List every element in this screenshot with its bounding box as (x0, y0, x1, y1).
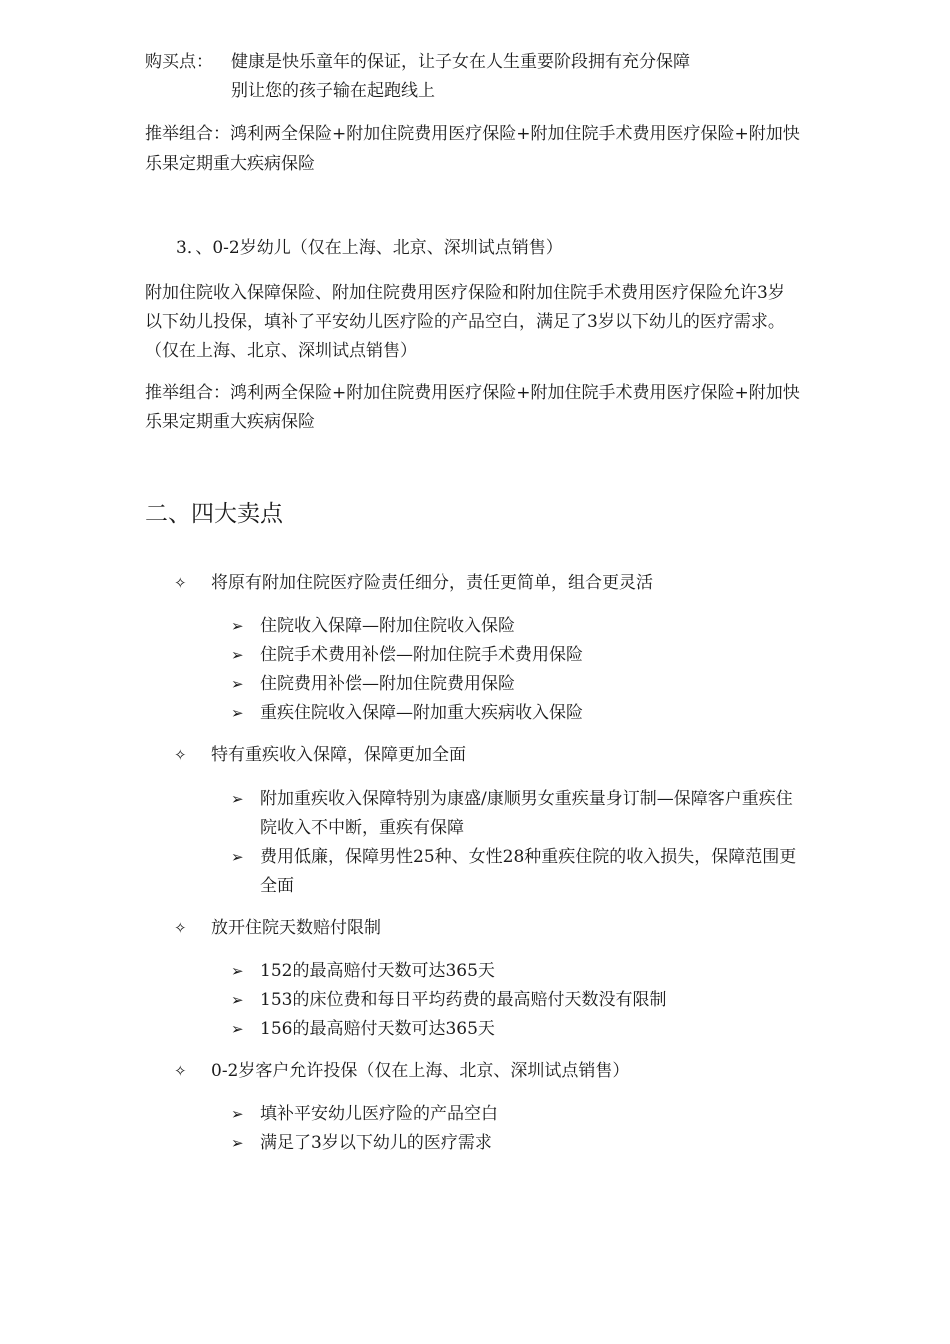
arrow-bullet-icon: ➢ (231, 617, 244, 635)
diamond-bullet-icon: ✧ (174, 919, 187, 937)
group-1-item-3: 住院费用补偿—附加住院费用保险 (260, 674, 515, 694)
arrow-bullet-icon: ➢ (231, 991, 244, 1009)
arrow-bullet-icon: ➢ (231, 1105, 244, 1123)
section-3-para-line-3: （仅在上海、北京、深圳试点销售） (145, 341, 417, 361)
group-4-item-1: 填补平安幼儿医疗险的产品空白 (260, 1104, 498, 1124)
combo-1-line-1: 推举组合：鸿利两全保险+附加住院费用医疗保险+附加住院手术费用医疗保险+附加快 (145, 124, 800, 144)
arrow-bullet-icon: ➢ (231, 704, 244, 722)
combo-2-line-1: 推举组合：鸿利两全保险+附加住院费用医疗保险+附加住院手术费用医疗保险+附加快 (145, 383, 800, 403)
group-1-item-4: 重疾住院收入保障—附加重大疾病收入保险 (260, 703, 583, 723)
group-2-title: 特有重疾收入保障，保障更加全面 (211, 745, 466, 765)
group-4-item-2: 满足了3岁以下幼儿的医疗需求 (260, 1133, 492, 1153)
purchase-point-line-2: 别让您的孩子输在起跑线上 (231, 81, 435, 101)
diamond-bullet-icon: ✧ (174, 1062, 187, 1080)
selling-points-heading: 二、四大卖点 (145, 501, 283, 527)
group-1-item-2: 住院手术费用补偿—附加住院手术费用保险 (260, 645, 583, 665)
group-2-item-1-line-2: 院收入不中断，重疾有保障 (260, 818, 464, 838)
group-3-item-3: 156的最高赔付天数可达365天 (260, 1019, 495, 1039)
arrow-bullet-icon: ➢ (231, 848, 244, 866)
combo-2-line-2: 乐果定期重大疾病保险 (145, 412, 315, 432)
purchase-point-line-1: 健康是快乐童年的保证，让子女在人生重要阶段拥有充分保障 (231, 52, 690, 72)
purchase-point-label: 购买点： (145, 52, 213, 72)
arrow-bullet-icon: ➢ (231, 790, 244, 808)
section-3-para-line-1: 附加住院收入保障保险、附加住院费用医疗保险和附加住院手术费用医疗保险允许3岁 (145, 283, 785, 303)
group-3-item-2: 153的床位费和每日平均药费的最高赔付天数没有限制 (260, 990, 667, 1010)
diamond-bullet-icon: ✧ (174, 746, 187, 764)
section-3-title: 3．、0-2岁幼儿（仅在上海、北京、深圳试点销售） (176, 238, 563, 258)
group-2-item-2-line-2: 全面 (260, 876, 294, 896)
group-3-title: 放开住院天数赔付限制 (211, 918, 381, 938)
arrow-bullet-icon: ➢ (231, 1134, 244, 1152)
group-3-item-1: 152的最高赔付天数可达365天 (260, 961, 495, 981)
arrow-bullet-icon: ➢ (231, 962, 244, 980)
group-1-item-1: 住院收入保障—附加住院收入保险 (260, 616, 515, 636)
section-3-para-line-2: 以下幼儿投保，填补了平安幼儿医疗险的产品空白，满足了3岁以下幼儿的医疗需求。 (145, 312, 785, 332)
arrow-bullet-icon: ➢ (231, 1020, 244, 1038)
group-2-item-2-line-1: 费用低廉，保障男性25种、女性28种重疾住院的收入损失，保障范围更 (260, 847, 797, 867)
arrow-bullet-icon: ➢ (231, 646, 244, 664)
group-1-title: 将原有附加住院医疗险责任细分，责任更简单，组合更灵活 (211, 573, 653, 593)
group-4-title: 0-2岁客户允许投保（仅在上海、北京、深圳试点销售） (211, 1061, 630, 1081)
diamond-bullet-icon: ✧ (174, 574, 187, 592)
arrow-bullet-icon: ➢ (231, 675, 244, 693)
group-2-item-1-line-1: 附加重疾收入保障特别为康盛/康顺男女重疾量身订制—保障客户重疾住 (260, 789, 793, 809)
combo-1-line-2: 乐果定期重大疾病保险 (145, 154, 315, 174)
